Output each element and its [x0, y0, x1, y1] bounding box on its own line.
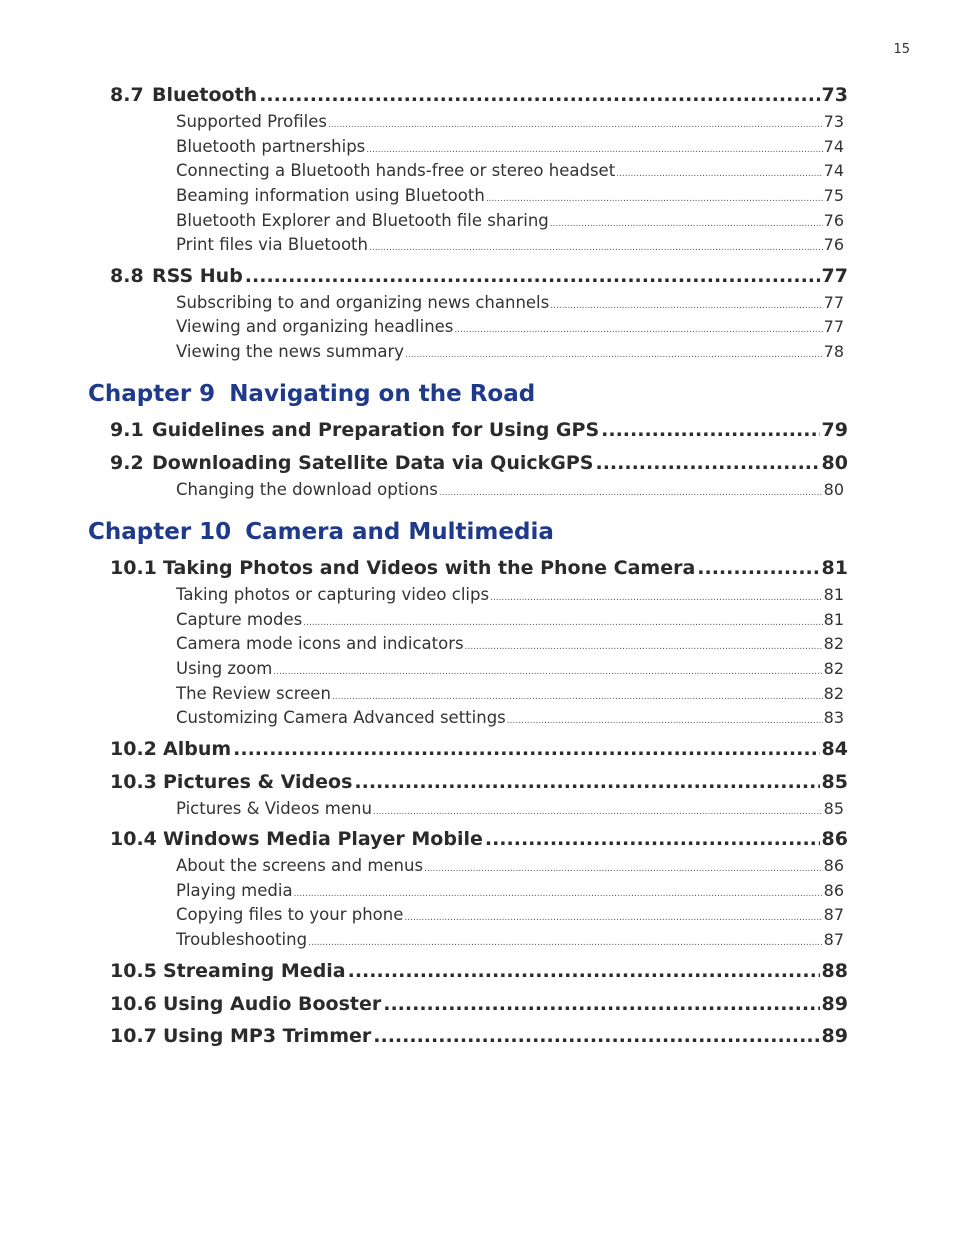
dot-leader	[369, 243, 823, 253]
subsection-title: Camera mode icons and indicators	[176, 634, 464, 653]
dot-leader	[373, 807, 823, 817]
page-reference: 76	[823, 211, 844, 230]
section-title: Guidelines and Preparation for Using GPS	[152, 419, 600, 441]
page-reference: 73	[823, 112, 844, 131]
dot-leader	[273, 667, 822, 677]
section-number: 10.7	[110, 1025, 157, 1047]
toc-subsection-entry[interactable]	[176, 186, 844, 208]
toc-subsection-entry[interactable]	[176, 930, 844, 952]
page-reference: 77	[821, 265, 848, 287]
page-reference: 82	[823, 684, 844, 703]
toc-subsection-entry[interactable]	[176, 799, 844, 821]
chapter-title: Navigating on the Road	[229, 381, 536, 407]
toc-section-entry[interactable]	[110, 960, 848, 988]
subsection-title: Viewing and organizing headlines	[176, 317, 454, 336]
subsection-title: Subscribing to and organizing news channels	[176, 293, 550, 312]
section-number: 8.7	[110, 84, 144, 106]
page-reference: 85	[823, 799, 844, 818]
toc-section-entry[interactable]	[110, 84, 848, 112]
dot-leader	[404, 913, 822, 923]
dot-leader	[616, 169, 822, 179]
dot-leader	[454, 325, 822, 335]
section-title: Album	[163, 738, 232, 760]
toc-subsection-entry[interactable]	[176, 137, 844, 159]
toc-subsection-entry[interactable]	[176, 634, 844, 656]
subsection-title: Using zoom	[176, 659, 273, 678]
page-reference: 81	[823, 610, 844, 629]
page-reference: 82	[823, 659, 844, 678]
section-title: Streaming Media	[163, 960, 346, 982]
section-title: Using Audio Booster	[163, 993, 382, 1015]
toc-subsection-entry[interactable]	[176, 684, 844, 706]
dot-leader	[245, 265, 820, 287]
section-number: 8.8	[110, 265, 144, 287]
toc-section-entry[interactable]	[110, 738, 848, 766]
chapter-number: Chapter 10	[88, 519, 232, 545]
subsection-title: Viewing the news summary	[176, 342, 405, 361]
dot-leader	[328, 120, 823, 130]
toc-subsection-entry[interactable]	[176, 659, 844, 681]
section-number: 10.2	[110, 738, 157, 760]
subsection-title: The Review screen	[176, 684, 331, 703]
subsection-title: Playing media	[176, 881, 293, 900]
page-reference: 89	[821, 1025, 848, 1047]
page-reference: 80	[821, 452, 848, 474]
toc-section-entry[interactable]	[110, 419, 848, 447]
section-title: Bluetooth	[152, 84, 258, 106]
toc-subsection-entry[interactable]	[176, 905, 844, 927]
dot-leader	[354, 771, 819, 793]
page-reference: 89	[821, 993, 848, 1015]
toc-subsection-entry[interactable]	[176, 708, 844, 730]
dot-leader	[486, 194, 823, 204]
page-reference: 74	[823, 137, 844, 156]
toc-section-entry[interactable]	[110, 1025, 848, 1053]
section-number: 10.1	[110, 557, 157, 579]
subsection-title: Supported Profiles	[176, 112, 327, 131]
toc-section-entry[interactable]	[110, 557, 848, 585]
page-reference: 76	[823, 235, 844, 254]
page-reference: 77	[823, 293, 844, 312]
toc-subsection-entry[interactable]	[176, 112, 844, 134]
page-reference: 80	[823, 480, 844, 499]
section-number: 9.2	[110, 452, 144, 474]
subsection-title: Taking photos or capturing video clips	[176, 585, 490, 604]
toc-subsection-entry[interactable]	[176, 881, 844, 903]
toc-subsection-entry[interactable]	[176, 317, 844, 339]
page-reference: 86	[823, 881, 844, 900]
dot-leader	[332, 692, 823, 702]
section-title: Pictures & Videos	[163, 771, 353, 793]
subsection-title: Changing the download options	[176, 480, 438, 499]
page-reference: 87	[823, 930, 844, 949]
section-number: 10.5	[110, 960, 157, 982]
subsection-title: About the screens and menus	[176, 856, 424, 875]
section-title: Windows Media Player Mobile	[163, 828, 483, 850]
page-reference: 74	[823, 161, 844, 180]
dot-leader	[490, 593, 823, 603]
page-number: 15	[893, 42, 910, 57]
toc-section-entry[interactable]	[110, 452, 848, 480]
dot-leader	[383, 993, 819, 1015]
subsection-title: Troubleshooting	[176, 930, 308, 949]
dot-leader	[595, 452, 819, 474]
toc-subsection-entry[interactable]	[176, 342, 844, 364]
page-reference: 87	[823, 905, 844, 924]
dot-leader	[550, 219, 823, 229]
toc-subsection-entry[interactable]	[176, 235, 844, 257]
page-reference: 81	[823, 585, 844, 604]
section-title: Taking Photos and Videos with the Phone Camera	[163, 557, 696, 579]
section-number: 9.1	[110, 419, 144, 441]
dot-leader	[233, 738, 819, 760]
dot-leader	[303, 618, 822, 628]
toc-section-entry[interactable]	[110, 828, 848, 856]
dot-leader	[424, 864, 823, 874]
chapter-heading	[88, 519, 554, 553]
chapter-title: Camera and Multimedia	[245, 519, 554, 545]
toc-subsection-entry[interactable]	[176, 293, 844, 315]
toc-subsection-entry[interactable]	[176, 610, 844, 632]
section-number: 10.6	[110, 993, 157, 1015]
subsection-title: Copying files to your phone	[176, 905, 404, 924]
toc-subsection-entry[interactable]	[176, 480, 844, 502]
chapter-heading	[88, 381, 535, 415]
section-title: Downloading Satellite Data via QuickGPS	[152, 452, 594, 474]
dot-leader	[366, 145, 822, 155]
dot-leader	[308, 938, 823, 948]
section-title: Using MP3 Trimmer	[163, 1025, 372, 1047]
dot-leader	[294, 889, 823, 899]
dot-leader	[485, 828, 820, 850]
page-reference: 73	[821, 84, 848, 106]
page-reference: 79	[821, 419, 848, 441]
page-reference: 83	[823, 708, 844, 727]
dot-leader	[507, 716, 823, 726]
page-reference: 84	[821, 738, 848, 760]
subsection-title: Beaming information using Bluetooth	[176, 186, 485, 205]
subsection-title: Connecting a Bluetooth hands-free or stereo headset	[176, 161, 616, 180]
dot-leader	[259, 84, 819, 106]
toc-subsection-entry[interactable]	[176, 211, 844, 233]
toc-section-entry[interactable]	[110, 771, 848, 799]
subsection-title: Customizing Camera Advanced settings	[176, 708, 506, 727]
dot-leader	[697, 557, 819, 579]
page-reference: 85	[821, 771, 848, 793]
toc-subsection-entry[interactable]	[176, 161, 844, 183]
page-reference: 88	[821, 960, 848, 982]
dot-leader	[550, 301, 822, 311]
subsection-title: Pictures & Videos menu	[176, 799, 372, 818]
subsection-title: Print files via Bluetooth	[176, 235, 368, 254]
toc-section-entry[interactable]	[110, 993, 848, 1021]
dot-leader	[465, 642, 823, 652]
page-reference: 77	[823, 317, 844, 336]
section-number: 10.3	[110, 771, 157, 793]
page-reference: 78	[823, 342, 844, 361]
toc-section-entry[interactable]	[110, 265, 848, 293]
subsection-title: Bluetooth partnerships	[176, 137, 366, 156]
section-title: RSS Hub	[152, 265, 243, 287]
toc-subsection-entry[interactable]	[176, 585, 844, 607]
dot-leader	[348, 960, 820, 982]
toc-subsection-entry[interactable]	[176, 856, 844, 878]
dot-leader	[373, 1025, 819, 1047]
page-reference: 75	[823, 186, 844, 205]
chapter-number: Chapter 9	[88, 381, 216, 407]
page-reference: 81	[821, 557, 848, 579]
dot-leader	[405, 350, 823, 360]
subsection-title: Capture modes	[176, 610, 303, 629]
page-reference: 86	[823, 856, 844, 875]
dot-leader	[601, 419, 819, 441]
dot-leader	[439, 488, 823, 498]
section-number: 10.4	[110, 828, 157, 850]
subsection-title: Bluetooth Explorer and Bluetooth file sharing	[176, 211, 549, 230]
page-reference: 82	[823, 634, 844, 653]
page-reference: 86	[821, 828, 848, 850]
